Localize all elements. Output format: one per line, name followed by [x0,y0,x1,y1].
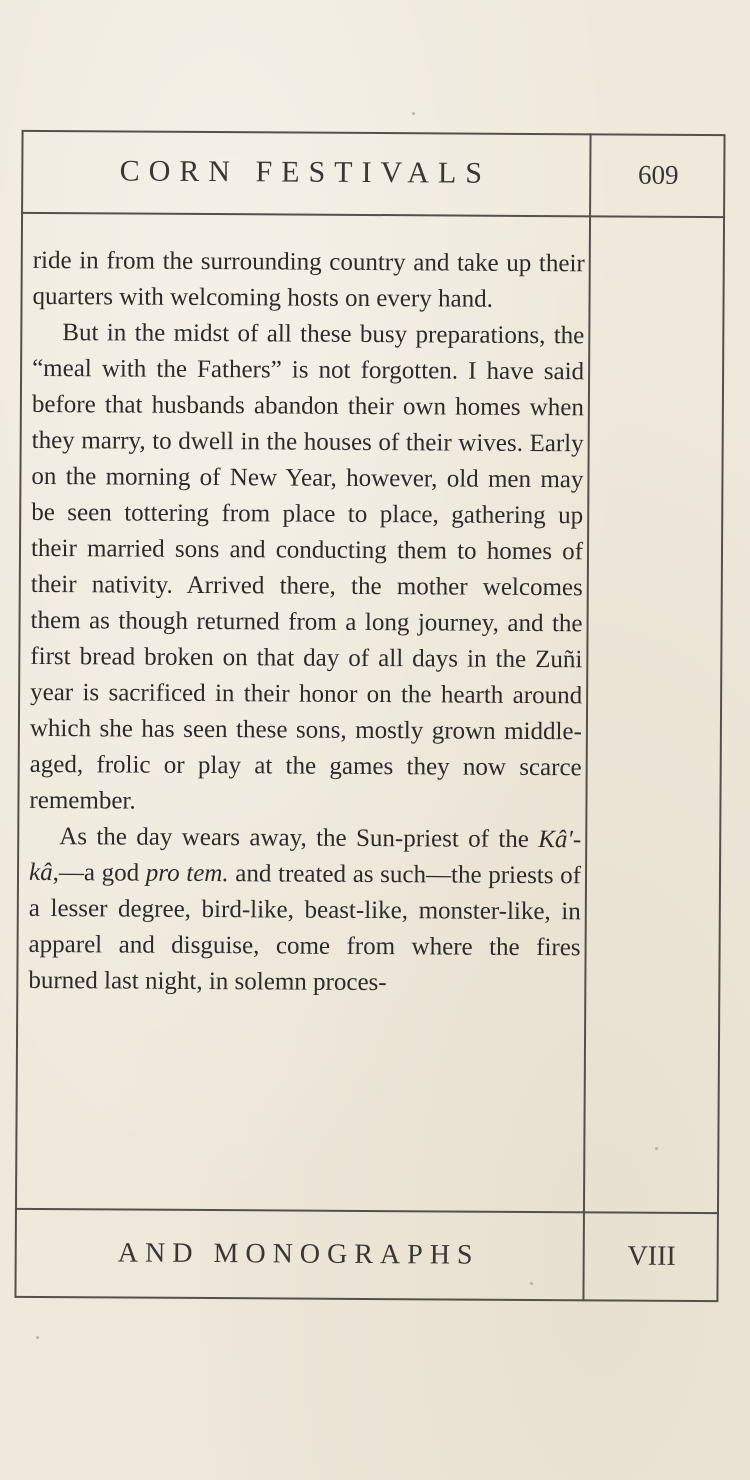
text-run: and treated as such—the priests of a lesser degree, bird-like, beast-like, monster-like, in apparel and disguise, come from where the fires burned last night, in solemn proces- [28,860,582,997]
text-run: As the day wears away, the Sun-priest of the [59,823,539,854]
paragraph [28,819,581,1002]
text-run: ride in from the surrounding country and take up their quarters with welcoming hosts on every hand. [32,246,585,313]
paper-speck [36,1336,39,1339]
text-run: ,—a god [52,859,146,887]
series-title: AND MONOGRAPHS [117,1237,480,1271]
page-frame [14,130,725,1302]
paper-speck [530,1282,533,1285]
paragraph [29,315,584,822]
italic-text: pro tem. [145,859,229,888]
paper-speck [655,1147,658,1150]
volume-number: VIII [627,1240,676,1272]
running-title: CORN FESTIVALS [119,154,492,190]
body-text [28,243,585,1002]
page-number: 609 [637,159,679,190]
text-run: But in the midst of all these busy preparations, the “meal with the Fathers” is not forgotten. I have said before that husbands abandon their own homes when they marry, to dwell in the houses of their wives. Early on the morning of New Year, however, old men may be seen tottering from place to place, gathering up their married sons and conducting them to homes of their nativity. Arrived there, the mother welcomes them as though returned from a long journey, and the first bread broken on that day of all days in the Zuñi year is sacrificed in their honor on the hearth around which she has seen these sons, mostly grown middle-aged, frolic or play at the games they now scarce remember. [29,319,585,815]
paragraph [32,243,584,318]
italic-text: Kâ′-kâ [28,826,582,887]
paper-speck [412,112,415,115]
